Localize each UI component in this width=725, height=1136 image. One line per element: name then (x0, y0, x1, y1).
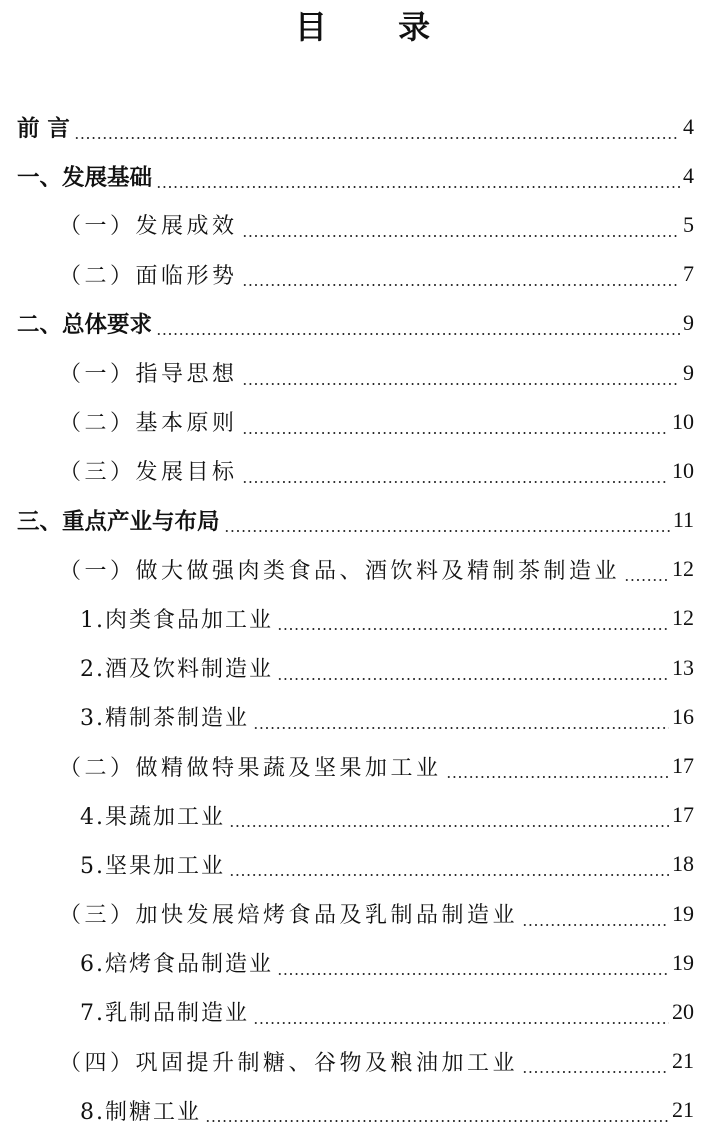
dot-leader (277, 609, 669, 631)
toc-entry[interactable] (0, 643, 725, 692)
toc-entry-label[interactable]: 1.肉类食品加工业 (0, 603, 275, 634)
dot-leader (624, 560, 669, 582)
toc-entry-page-number[interactable]: 4 (683, 113, 694, 139)
toc-entry[interactable] (0, 938, 725, 987)
toc-entry-label[interactable]: （一）指导思想 (0, 357, 240, 388)
page-title: 目 录 (294, 8, 461, 46)
toc-entry-label[interactable]: （三）加快发展焙烤食品及乳制品制造业 (0, 898, 520, 929)
toc-entry-page-number[interactable]: 10 (672, 457, 694, 483)
toc-entry-page-number[interactable]: 12 (672, 605, 694, 631)
toc-entry[interactable] (0, 200, 725, 249)
toc-entry-label[interactable]: 二、总体要求 (0, 307, 154, 339)
toc-entry-label[interactable]: 8.制糖工业 (0, 1095, 203, 1126)
dot-leader (156, 167, 680, 189)
dot-leader (242, 413, 669, 435)
dot-leader (242, 462, 669, 484)
toc-entry-label[interactable]: 3.精制茶制造业 (0, 701, 251, 732)
toc-entry-label[interactable]: 7.乳制品制造业 (0, 996, 251, 1027)
dot-leader (242, 364, 680, 386)
dot-leader (253, 708, 669, 730)
toc-entry-page-number[interactable]: 19 (672, 949, 694, 975)
toc-entry-page-number[interactable]: 21 (672, 1048, 694, 1074)
toc-entry-page-number[interactable]: 17 (672, 753, 694, 779)
toc-entry-label[interactable]: 前 言 (0, 111, 72, 143)
toc-entry-label[interactable]: 4.果蔬加工业 (0, 800, 227, 831)
toc-entry-page-number[interactable]: 12 (672, 556, 694, 582)
toc-entry-label[interactable]: （一）做大做强肉类食品、酒饮料及精制茶制造业 (0, 554, 622, 585)
dot-leader (205, 1101, 669, 1123)
toc-entry-page-number[interactable]: 9 (683, 310, 694, 336)
toc-entry[interactable] (0, 741, 725, 790)
toc-entry-label[interactable]: （三）发展目标 (0, 455, 240, 486)
toc-entry-page-number[interactable]: 19 (672, 900, 694, 926)
toc-entry-label[interactable]: 6.焙烤食品制造业 (0, 947, 275, 978)
dot-leader (224, 511, 670, 533)
table-of-contents (0, 102, 725, 1135)
toc-entry[interactable] (0, 545, 725, 594)
toc-entry-label[interactable]: （二）基本原则 (0, 406, 240, 437)
dot-leader (156, 314, 680, 336)
toc-entry-label[interactable]: 三、重点产业与布局 (0, 504, 222, 536)
toc-entry[interactable] (0, 496, 725, 545)
toc-entry[interactable] (0, 446, 725, 495)
toc-entry-page-number[interactable]: 10 (672, 408, 694, 434)
toc-entry[interactable] (0, 840, 725, 889)
toc-entry[interactable] (0, 102, 725, 151)
dot-leader (522, 1052, 669, 1074)
toc-entry[interactable] (0, 791, 725, 840)
dot-leader (229, 855, 669, 877)
dot-leader (277, 659, 669, 681)
toc-entry-page-number[interactable]: 21 (672, 1097, 694, 1123)
toc-entry[interactable] (0, 299, 725, 348)
dot-leader (522, 905, 669, 927)
dot-leader (242, 265, 680, 287)
toc-entry-page-number[interactable]: 17 (672, 802, 694, 828)
dot-leader (277, 954, 669, 976)
toc-entry-page-number[interactable]: 16 (672, 703, 694, 729)
toc-entry-label[interactable]: （一）发展成效 (0, 209, 240, 240)
toc-entry-label[interactable]: （二）面临形势 (0, 259, 240, 290)
toc-entry-page-number[interactable]: 18 (672, 851, 694, 877)
toc-entry[interactable] (0, 889, 725, 938)
toc-entry[interactable] (0, 692, 725, 741)
toc-entry[interactable] (0, 987, 725, 1036)
toc-entry[interactable] (0, 594, 725, 643)
toc-entry[interactable] (0, 1037, 725, 1086)
toc-entry-label[interactable]: （四）巩固提升制糖、谷物及粮油加工业 (0, 1046, 520, 1077)
toc-entry-page-number[interactable]: 4 (683, 162, 694, 188)
toc-entry[interactable] (0, 151, 725, 200)
dot-leader (229, 806, 669, 828)
dot-leader (253, 1003, 669, 1025)
toc-entry[interactable] (0, 348, 725, 397)
toc-entry-page-number[interactable]: 5 (683, 211, 694, 237)
toc-entry-label[interactable]: 一、发展基础 (0, 160, 154, 192)
dot-leader (446, 757, 669, 779)
toc-entry[interactable] (0, 250, 725, 299)
toc-entry-page-number[interactable]: 9 (683, 359, 694, 385)
toc-entry-page-number[interactable]: 13 (672, 654, 694, 680)
toc-entry-page-number[interactable]: 20 (672, 998, 694, 1024)
toc-entry-label[interactable]: 2.酒及饮料制造业 (0, 652, 275, 683)
toc-entry-page-number[interactable]: 11 (672, 507, 694, 533)
dot-leader (242, 216, 680, 238)
toc-entry[interactable] (0, 1086, 725, 1135)
dot-leader (74, 118, 680, 140)
toc-entry-label[interactable]: 5.坚果加工业 (0, 849, 227, 880)
toc-entry-page-number[interactable]: 7 (683, 261, 694, 287)
toc-entry[interactable] (0, 397, 725, 446)
toc-entry-label[interactable]: （二）做精做特果蔬及坚果加工业 (0, 751, 444, 782)
